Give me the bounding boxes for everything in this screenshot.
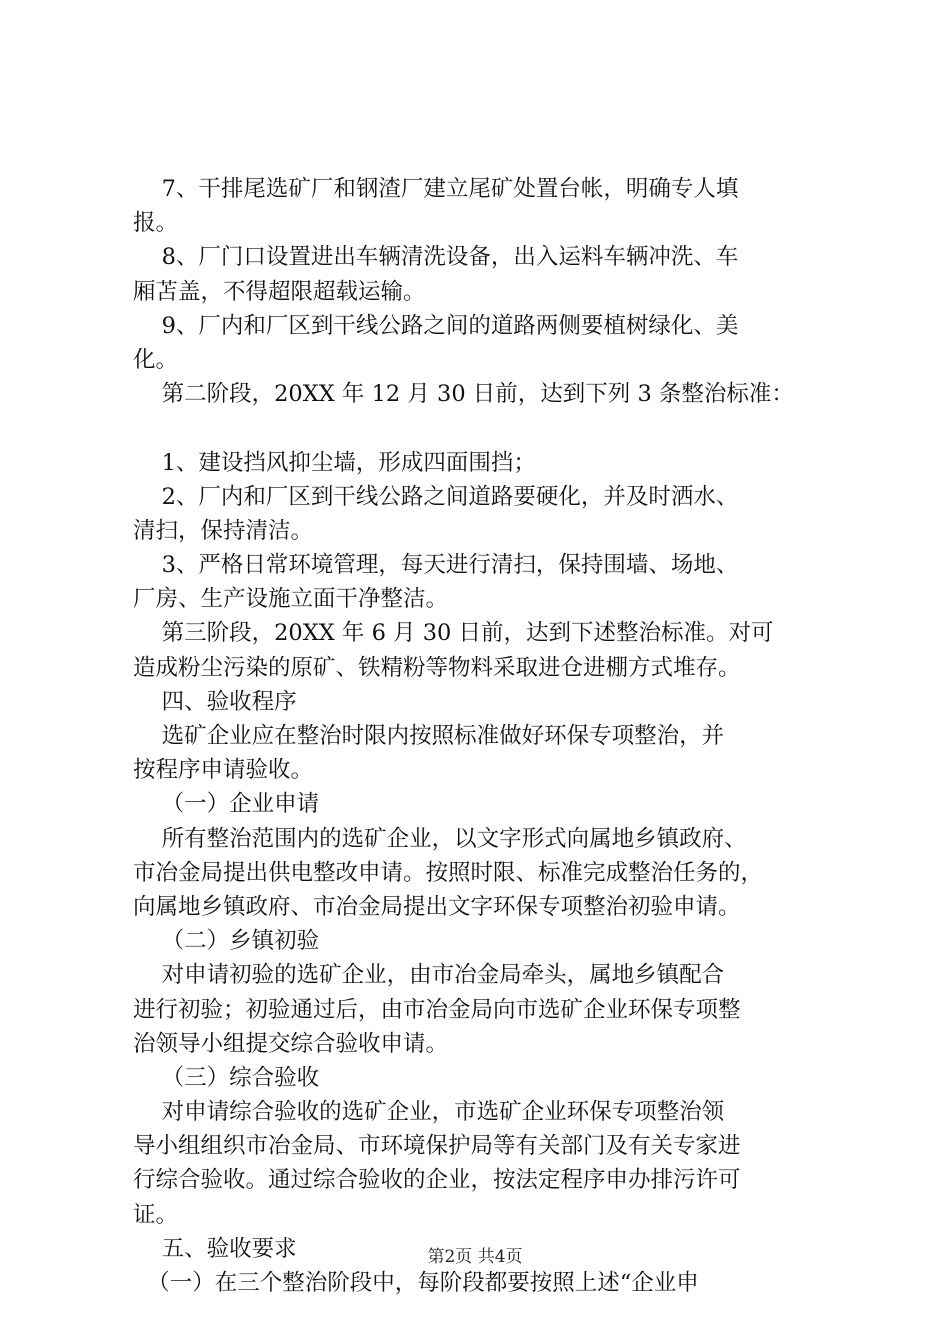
text-line: 3、严格日常环境管理，每天进行清扫，保持围墙、场地、 xyxy=(133,552,739,579)
text-line: 对申请初验的选矿企业，由市冶金局牵头，属地乡镇配合 xyxy=(133,962,725,989)
text-line: 行综合验收。通过综合验收的企业，按法定程序申办排污许可 xyxy=(133,1167,741,1194)
text-line: 向属地乡镇政府、市冶金局提出文字环保专项整治初验申请。 xyxy=(133,893,741,920)
text-line: 2、厂内和厂区到干线公路之间道路要硬化，并及时洒水、 xyxy=(133,483,739,510)
text-line: 对申请综合验收的选矿企业，市选矿企业环保专项整治领 xyxy=(133,1099,725,1126)
text-line: 证。 xyxy=(133,1201,179,1228)
text-line: 第二阶段，20XX 年 12 月 30 日前，达到下列 3 条整治标准： xyxy=(133,381,794,408)
text-line: 五、验收要求 xyxy=(133,1235,297,1262)
text-line: 治领导小组提交综合验收申请。 xyxy=(133,1030,449,1057)
text-line: 进行初验；初验通过后，由市冶金局向市选矿企业环保专项整 xyxy=(133,996,741,1023)
text-line: 导小组组织市冶金局、市环境保护局等有关部门及有关专家进 xyxy=(133,1133,741,1160)
text-line: 造成粉尘污染的原矿、铁精粉等物料采取进仓进棚方式堆存。 xyxy=(133,654,741,681)
text-line: （一）在三个整治阶段中，每阶段都要按照上述“企业申 xyxy=(133,1270,699,1296)
text-line: 厂房、生产设施立面干净整洁。 xyxy=(133,586,449,613)
text-line: 市冶金局提出供电整改申请。按照时限、标准完成整治任务的， xyxy=(133,859,764,886)
text-line: 选矿企业应在整治时限内按照标准做好环保专项整治，并 xyxy=(133,723,725,749)
text-line: 1、建设挡风抑尘墙，形成四面围挡； xyxy=(133,449,536,476)
text-line: （一）企业申请 xyxy=(133,791,320,818)
text-line: 7、干排尾选矿厂和钢渣厂建立尾矿处置台帐，明确专人填 xyxy=(133,176,739,202)
text-line xyxy=(133,411,833,445)
text-line: 清扫，保持清洁。 xyxy=(133,517,314,544)
text-line: 厢苫盖，不得超限超载运输。 xyxy=(133,278,426,305)
text-line: 四、验收程序 xyxy=(133,688,297,715)
text-line: 8、厂门口设置进出车辆清洗设备，出入运料车辆冲洗、车 xyxy=(133,244,739,271)
text-line: 报。 xyxy=(133,210,179,237)
text-line: 9、厂内和厂区到干线公路之间的道路两侧要植树绿化、美 xyxy=(133,312,739,339)
text-line: 按程序申请验收。 xyxy=(133,757,314,784)
text-line: 第三阶段，20XX 年 6 月 30 日前，达到下述整治标准。对可 xyxy=(133,620,774,647)
text-line: （三）综合验收 xyxy=(133,1064,320,1091)
document-body xyxy=(133,172,833,1300)
text-line: 化。 xyxy=(133,346,179,373)
page-footer: 第2页 共4页 xyxy=(427,1247,523,1267)
text-line: （二）乡镇初验 xyxy=(133,928,320,955)
text-line: 所有整治范围内的选矿企业，以文字形式向属地乡镇政府、 xyxy=(133,825,747,852)
